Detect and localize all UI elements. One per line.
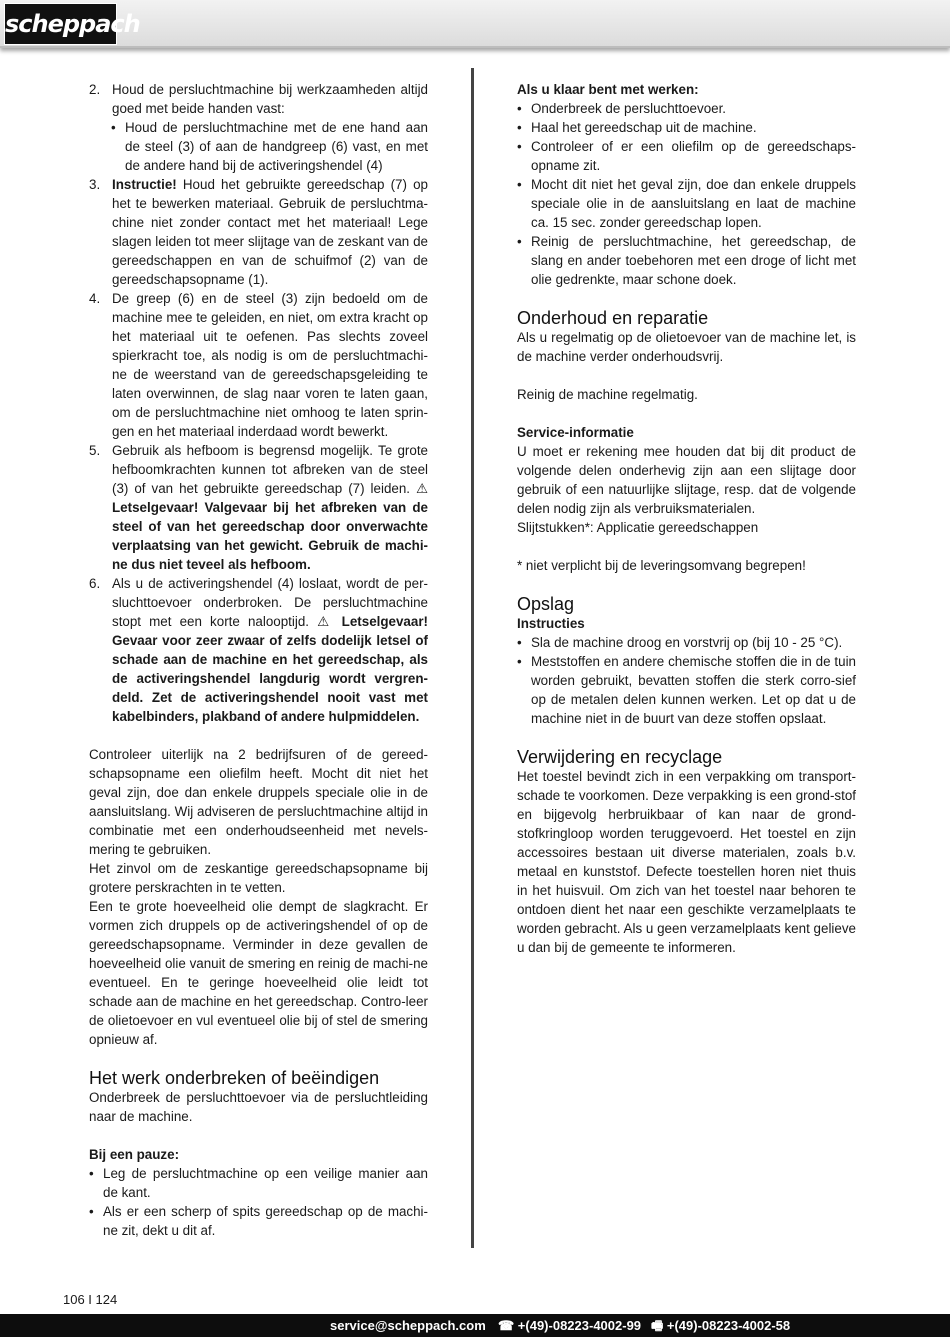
list-item: • Meststoffen en andere chemische stoffen die in de tuin worden gebruikt, bevatten stoffen die sterk corro-sief op de metalen delen kunnen werken. Let op dat u de machine niet in de buurt van deze stoffen opslaat. (517, 652, 856, 728)
right-column (517, 80, 856, 957)
list-item: • Leg de persluchtmachine op een veilige manier aan de kant. (89, 1164, 428, 1202)
paragraph: Als u regelmatig op de olietoevoer van de machine let, is de machine verder onderhoudsvrij. (517, 330, 856, 364)
fax-number: 🖷 +(49)-08223-4002-58 (651, 1318, 791, 1333)
subheading: Als u klaar bent met werken: (517, 82, 699, 97)
paragraph: Een te grote hoeveelheid olie dempt de slagkracht. Er vormen zich druppels op de activeringshendel of op de gereedschapsopname. Verminder in deze gevallen de hoeveelheid olie vanuit de smering en reinig de machi-ne eventueel. En te geringe hoeveelheid olie leidt tot schade aan de machine en het gereedschap. Contro-leer de olietoevoer en vul eventueel olie bij of stel de smering opnieuw af. (89, 899, 428, 1047)
page-header (0, 0, 950, 48)
list-item: 5. Gebruik als hefboom is begrensd mogelijk. Te grote hefboomkrachten kunnen tot afbreken van de steel (3) of van het gebruikte gereedschap (7) leiden. ⚠ Letselgevaar! Valgevaar bij het afbreken van de steel of van het gereedschap door onverwachte verplaatsing van het gewicht. Gebruik de machi-ne dus niet teveel als hefboom. (89, 443, 428, 572)
list-item: 2. Houd de persluchtmachine bij werkzaamheden altijd goed met beide handen vast: (89, 82, 428, 116)
list-item: • Mocht dit niet het geval zijn, doe dan enkele druppels speciale olie in de aansluitslang en laat de machine ca. 15 sec. zonder gereedschap lopen. (517, 175, 856, 232)
left-column (89, 80, 428, 1240)
subheading: Bij een pauze: (89, 1147, 180, 1162)
phone-number: ☎ +(49)-08223-4002-99 (498, 1318, 642, 1333)
section-heading: Het werk onderbreken of beëindigen (89, 1068, 380, 1088)
service-email[interactable]: service@scheppach.com (330, 1318, 486, 1333)
subheading: Instructies (517, 616, 585, 631)
list-item: • Controleer of er een oliefilm op de gereedschaps-opname zit. (517, 137, 856, 175)
column-divider (471, 68, 474, 1248)
list-item: • Sla de machine droog en vorstvrij op (bij 10 - 25 °C). (517, 633, 856, 652)
section-heading: Opslag (517, 594, 575, 614)
footnote: * niet verplicht bij de leveringsomvang begrepen! (517, 558, 806, 573)
list-item: 3. Instructie! Houd het gebruikte gereedschap (7) op het te bewerken materiaal. Gebruik de persluchtma-chine niet zonder contact met het materiaal! Lege slagen leiden tot meer slijtage van de zeskant van de gereedschappen en van de schuifmof (2) van de gereedschapsopname (1). (89, 177, 428, 287)
subheading: Service-informatie (517, 425, 634, 440)
paragraph: Het toestel bevindt zich in een verpakking om transport-schade te voorkomen. Deze verpakking is een grond-stof en bijgevolg herbruikbaar of kan naar de grond-stofkringloop worden teruggevoerd. Het toestel en zijn accessoires bestaan uit diverse materialen, zoals b.v. metaal en kunststof. Defecte toestellen horen niet thuis in het huisvuil. Om zich van het toestel naar behoren te ontdoen dient het naar een geschikte verzamelplaats te worden gebracht. Als u geen verzamelplaats kent gelieve u dan bij de gemeente te informeren. (517, 769, 856, 955)
page-footer (0, 1314, 950, 1337)
list-item: 4. De greep (6) en de steel (3) zijn bedoeld om de machine mee te geleiden, en niet, om extra kracht op het materiaal uit te oefenen. Pas slechts zoveel spierkracht toe, als nodig is om de persluchtmachi-ne de weerstand van de gereedschapsgeleiding te laten overwinnen, de slag naar voren te laten gaan, om de persluchtmachine niet omhoog te laten sprin-gen en het materiaal inderdaad wordt bewerkt. (89, 291, 428, 439)
list-item: • Als er een scherp of spits gereedschap op de machi-ne zit, dekt u dit af. (89, 1202, 428, 1240)
list-item: • Haal het gereedschap uit de machine. (517, 118, 856, 137)
list-item: • Onderbreek de persluchttoevoer. (517, 99, 856, 118)
paragraph: Slijtstukken*: Applicatie gereedschappen (517, 520, 759, 535)
paragraph: Onderbreek de persluchttoevoer via de persluchtleiding naar de machine. (89, 1090, 428, 1124)
section-heading: Verwijdering en recyclage (517, 747, 723, 767)
list-item: • Reinig de persluchtmachine, het gereedschap, de slang en ander toebehoren met een droge of licht met olie gedrenkte, maar schone doek. (517, 232, 856, 289)
paragraph: Controleer uiterlijk na 2 bedrijfsuren of de gereed-schapsopname een oliefilm heeft. Mocht dit niet het geval zijn, doe dan enkele druppels speciale olie in de aansluitslang. Wij adviseren de persluchtmachine altijd in combinatie met een onderhoudseenheid met nevels-mering te gebruiken. (89, 747, 428, 857)
section-heading: Onderhoud en reparatie (517, 308, 709, 328)
brand-logo: scheppach (4, 3, 117, 45)
list-item: • Houd de persluchtmachine met de ene hand aan de steel (3) of aan de handgreep (6) vast, en met de andere hand bij de activeringshendel (4) (111, 118, 428, 175)
warning-text: Letselgevaar! Valgevaar bij het afbreken van de steel of van het gereedschap door onverwachte verplaatsing van het gewicht. Gebruik de machi-ne dus niet teveel als hefboom. (112, 500, 428, 572)
page-number: 106 I 124 (63, 1292, 118, 1307)
paragraph: Reinig de machine regelmatig. (517, 387, 698, 402)
paragraph: Het zinvol om de zeskantige gereedschapsopname bij grotere perskrachten in te vetten. (89, 861, 428, 895)
paragraph: U moet er rekening mee houden dat bij dit product de volgende delen onderhevig zijn aan een slijtage door gebruik of een natuurlijke slijtage, resp. dat de volgende delen nodig zijn als verbruiksmaterialen. (517, 444, 856, 516)
list-item: 6. Als u de activeringshendel (4) loslaat, wordt de per-sluchttoevoer onderbroken. De persluchtmachine stopt met een korte nalooptijd. ⚠ Letselgevaar! Gevaar voor zeer zwaar of zelfs dodelijk letsel of schade aan de machine en het gereedschap, als de activeringshendel langdurig wordt vergren-deld. Zet de activeringshendel nooit vast met kabelbinders, plakband of andere hulpmiddelen. (89, 576, 428, 724)
warning-text: Letselgevaar! Gevaar voor zeer zwaar of zelfs dodelijk letsel of schade aan de machine en het gereedschap, als de activeringshendel langdurig wordt vergren-deld. Zet de activeringshendel nooit vast met kabelbinders, plakband of andere hulpmiddelen. (112, 614, 428, 724)
